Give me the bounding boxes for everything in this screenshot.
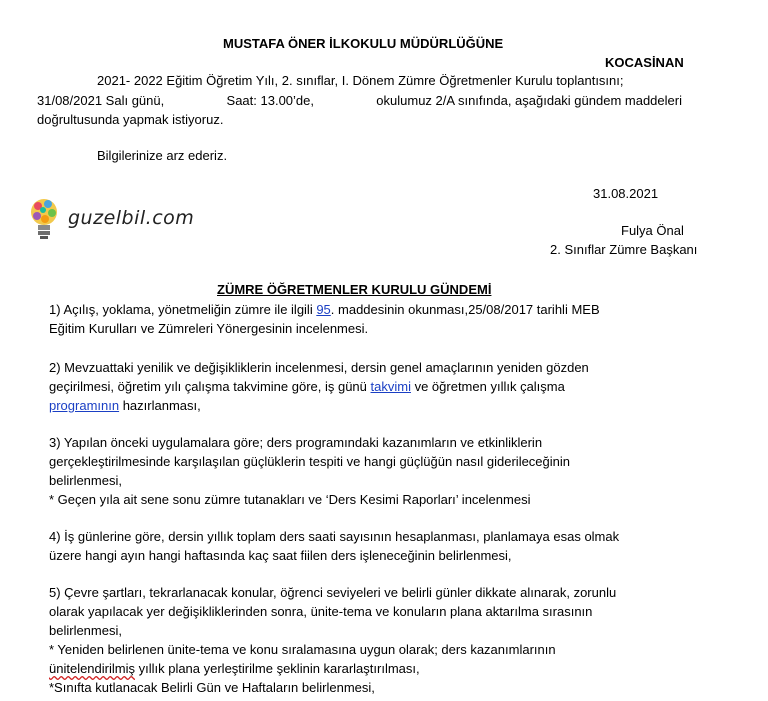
takvim-link[interactable]: takvimi [370,379,411,394]
item1-text-b: . maddesinin okunması,25/08/2017 tarihli MEB [330,302,600,317]
agenda-item-4 [49,527,689,565]
location-label: KOCASİNAN [605,55,684,70]
agenda-item-3 [49,433,689,509]
item2-line-1: 2) Mevzuattaki yenilik ve değişikliklerin incelenmesi, dersin genel amaçlarının yeniden gözden [49,360,589,375]
item5-text-b: yıllık plana yerleştirilme şeklinin kararlaştırılması, [134,661,420,676]
intro-location-text: okulumuz 2/A sınıfında, aşağıdaki gündem maddeleri [376,93,682,108]
article-95-link[interactable]: 95 [316,302,331,317]
agenda-item-2 [49,358,689,415]
intro-line-3: doğrultusunda yapmak istiyoruz. [37,112,224,127]
program-link[interactable]: programının [49,398,120,413]
item1-text-a: 1) Açılış, yoklama, yönetmeliğin zümre ile ilgili [49,302,317,317]
lightbulb-icon [28,196,62,246]
item5-line-4: * Yeniden belirlenen ünite-tema ve konu sıralamasına uygun olarak; ders kazanımlarının [49,642,556,657]
agenda-item-5 [49,583,689,697]
item5-line-2: olarak yapılacak yer değişikliklerinden sonra, ünite-tema ve konuların plana aktarılma sırasının [49,604,593,619]
agenda-item-1 [49,300,689,338]
signature-name: Fulya Önal [621,223,684,238]
item5-line-6: *Sınıfta kutlanacak Belirli Gün ve Haftaların belirlenmesi, [49,680,375,695]
school-heading: MUSTAFA ÖNER İLKOKULU MÜDÜRLÜĞÜNE [223,36,504,51]
intro-time: Saat: 13.00’de, [226,93,314,108]
item2-text-c: hazırlanması, [119,398,201,413]
signature-date: 31.08.2021 [593,186,659,201]
item3-line-4: * Geçen yıla ait sene sonu zümre tutanakları ve ‘Ders Kesimi Raporları’ incelenmesi [49,492,531,507]
item5-line-3: belirlenmesi, [49,623,122,638]
logo-text: guzelbil.com [68,207,195,229]
item4-line-2: üzere hangi ayın hangi haftasında kaç saat fiilen ders işleneceğinin belirlenmesi, [49,548,512,563]
item5-line-1: 5) Çevre şartları, tekrarlanacak konular, öğrenci seviyeleri ve belirli günler dikkate alınarak, zorunlu [49,585,617,600]
intro-line-2 [37,93,682,108]
item4-line-1: 4) İş günlerine göre, dersin yıllık toplam ders saati sayısının hesaplanması, planlamaya esas olmak [49,529,620,544]
item5-misspelled-word: ünitelendirilmiş [49,661,135,676]
item1-line-2: Eğitim Kurulları ve Zümreleri Yönergesinin incelenmesi. [49,321,369,336]
item2-text-b: ve öğretmen yıllık çalışma [410,379,565,394]
item2-text-a: geçirilmesi, öğretim yılı çalışma takvimine göre, iş günü [49,379,371,394]
item3-line-3: belirlenmesi, [49,473,122,488]
closing-line: Bilgilerinize arz ederiz. [97,148,228,163]
signature-title: 2. Sınıflar Zümre Başkanı [550,242,698,257]
item3-line-1: 3) Yapılan önceki uygulamalara göre; ders programındaki kazanımların ve etkinliklerin [49,435,543,450]
agenda-title: ZÜMRE ÖĞRETMENLER KURULU GÜNDEMİ [217,282,492,297]
intro-date-day: 31/08/2021 Salı günü, [37,93,165,108]
item3-line-2: gerçekleştirilmesinde karşılaşılan güçlüklerin tespiti ve hangi güçlüğün nasıl giderileceğinin [49,454,571,469]
intro-line-1: 2021- 2022 Eğitim Öğretim Yılı, 2. sınıflar, I. Dönem Zümre Öğretmenler Kurulu toplantısını; [97,73,624,88]
